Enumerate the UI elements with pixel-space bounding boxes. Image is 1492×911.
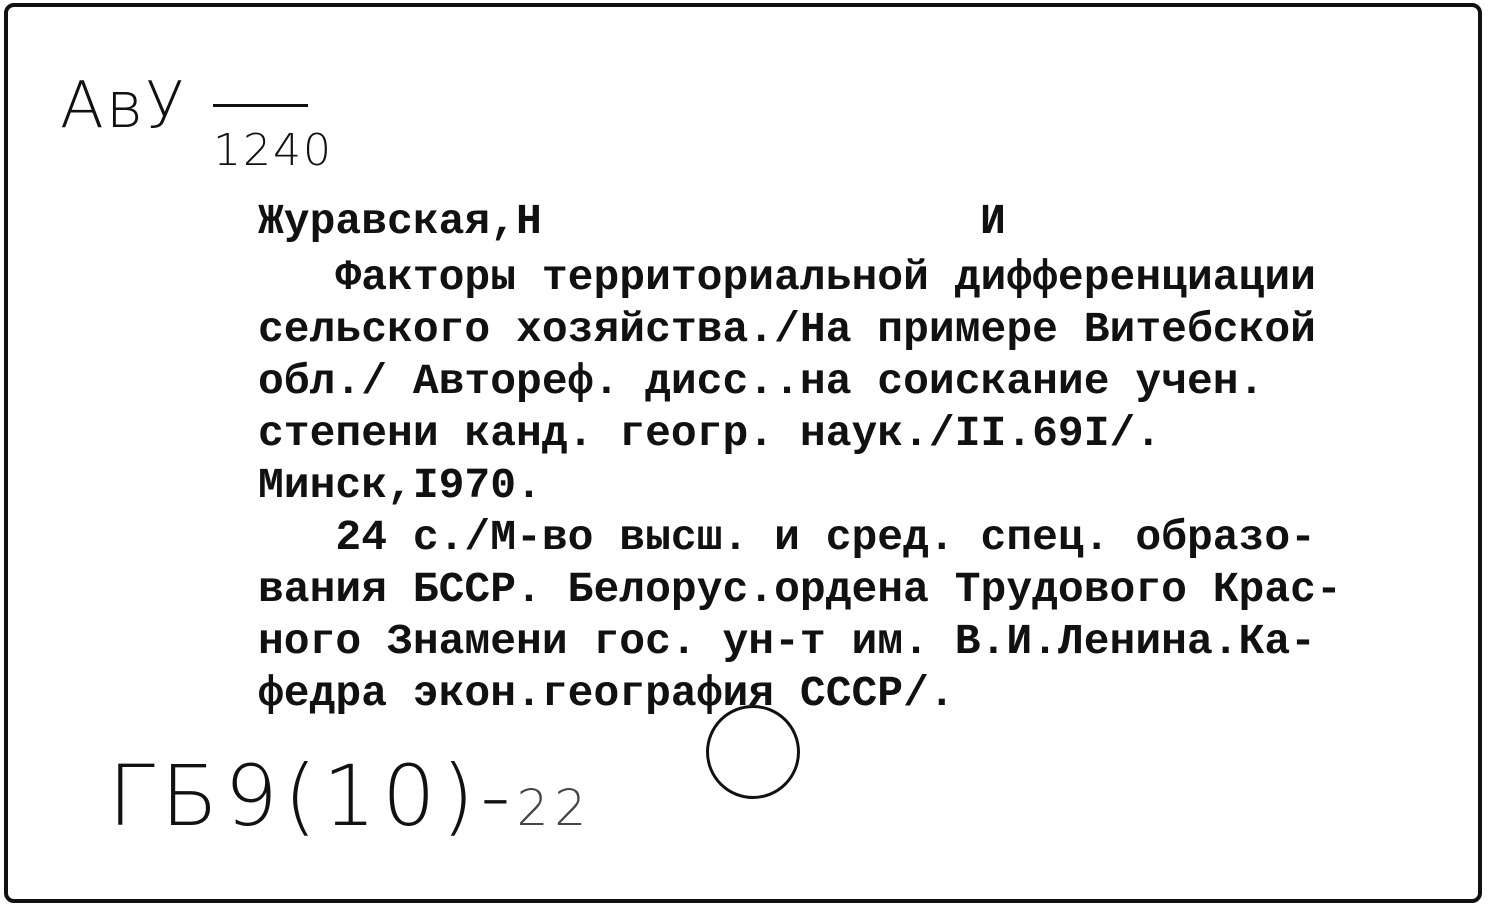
record-line: ного Знамени гос. ун-т им. В.И.Ленина.Ка- <box>258 617 1316 666</box>
record-line: Минск,I970. <box>258 461 542 510</box>
record-line: 24 с./М-во высш. и сред. спец. образо- <box>258 513 1316 562</box>
shelfmark-number: 1240 <box>213 125 333 176</box>
author-name: Журавская,Н <box>258 197 542 246</box>
shelfmark-overline <box>213 104 308 107</box>
classification-tail: 22 <box>516 779 593 837</box>
record-line: обл./ Автореф. дисс..на соискание учен. <box>258 357 1265 406</box>
record-line: федра экон.география СССР/. <box>258 669 955 718</box>
record-line: вания БССР. Белорус.ордена Трудового Крас- <box>258 565 1342 614</box>
author-initial: И <box>980 197 1006 246</box>
classification-main: ГБ9(10)- <box>108 747 517 845</box>
record-line: Факторы территориальной дифференциации <box>258 253 1316 302</box>
shelfmark-letters: АвУ <box>60 69 187 143</box>
punch-hole <box>706 705 800 799</box>
record-line: степени канд. геогр. наук./II.69I/. <box>258 409 1162 458</box>
catalog-card <box>4 3 1482 903</box>
classification-code <box>108 747 592 845</box>
record-line: сельского хозяйства./На примере Витебской <box>258 305 1316 354</box>
